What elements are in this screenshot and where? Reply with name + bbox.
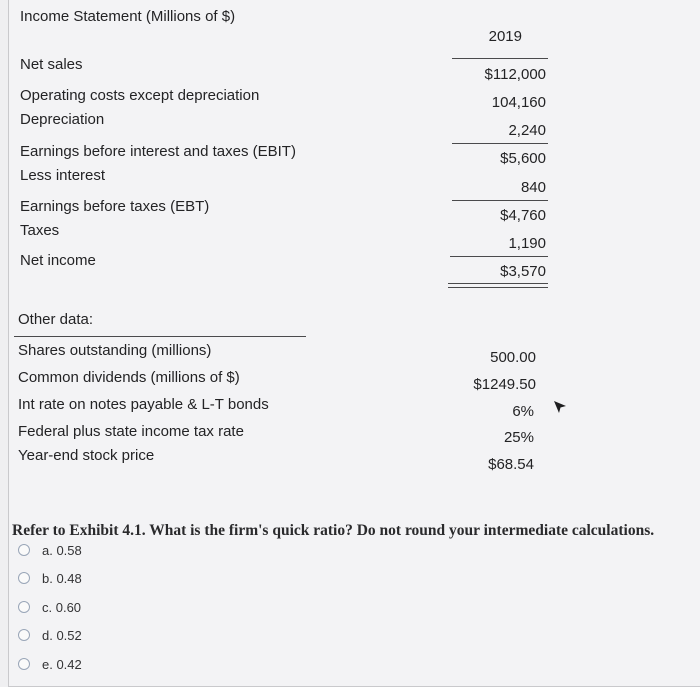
row-label-stock-price: Year-end stock price [18,447,155,464]
question-text: Refer to Exhibit 4.1. What is the firm's quick ratio? Do not round your intermediate calculations. [12,522,655,539]
radio-button[interactable] [18,572,30,584]
row-value-ebt: $4,760 [500,207,546,224]
mouse-cursor-icon [552,399,568,415]
divider [452,143,548,144]
divider [14,336,306,337]
double-underline [448,283,548,288]
answer-option-d[interactable] [18,625,82,645]
radio-button[interactable] [18,629,30,641]
row-label-net-sales: Net sales [20,56,83,73]
answer-label: e. 0.42 [42,656,82,672]
row-value-ebit: $5,600 [500,150,546,167]
answer-option-e[interactable] [18,654,82,674]
row-label-operating-costs: Operating costs except depreciation [20,87,260,104]
row-label-dividends: Common dividends (millions of $) [18,369,240,386]
row-value-depreciation: 2,240 [508,122,546,139]
other-data-title: Other data: [18,311,94,328]
row-label-shares: Shares outstanding (millions) [18,342,212,359]
answer-option-a[interactable] [18,540,82,560]
row-label-ebit: Earnings before interest and taxes (EBIT) [20,143,296,160]
row-label-depreciation: Depreciation [20,111,105,128]
row-label-less-interest: Less interest [20,167,106,184]
row-value-shares: 500.00 [490,349,536,366]
row-label-tax-rate: Federal plus state income tax rate [18,423,244,440]
row-value-stock-price: $68.54 [488,456,534,473]
answer-label: b. 0.48 [42,570,82,586]
answer-option-c[interactable] [18,597,81,617]
income-statement-title: Income Statement (Millions of $) [20,8,236,25]
answer-label: c. 0.60 [42,599,82,615]
divider [452,200,548,201]
row-value-tax-rate: 25% [503,429,534,446]
row-value-less-interest: 840 [520,179,546,196]
divider [450,256,548,257]
row-label-taxes: Taxes [20,222,60,239]
radio-button[interactable] [18,658,30,670]
row-value-int-rate: 6% [512,403,534,420]
row-value-net-income: $3,570 [500,263,546,280]
answer-label: a. 0.58 [42,542,82,558]
year-header: 2019 [488,28,522,45]
answer-label: d. 0.52 [42,627,82,643]
row-label-int-rate: Int rate on notes payable & L-T bonds [18,396,269,413]
answer-option-b[interactable] [18,568,82,588]
row-value-operating-costs: 104,160 [491,94,546,111]
row-label-net-income: Net income [20,252,96,269]
radio-button[interactable] [18,601,30,613]
row-value-dividends: $1249.50 [473,376,536,393]
row-value-taxes: 1,190 [508,235,546,252]
radio-button[interactable] [18,544,30,556]
row-label-ebt: Earnings before taxes (EBT) [20,198,210,215]
row-value-net-sales: $112,000 [484,66,546,83]
divider [452,58,548,59]
